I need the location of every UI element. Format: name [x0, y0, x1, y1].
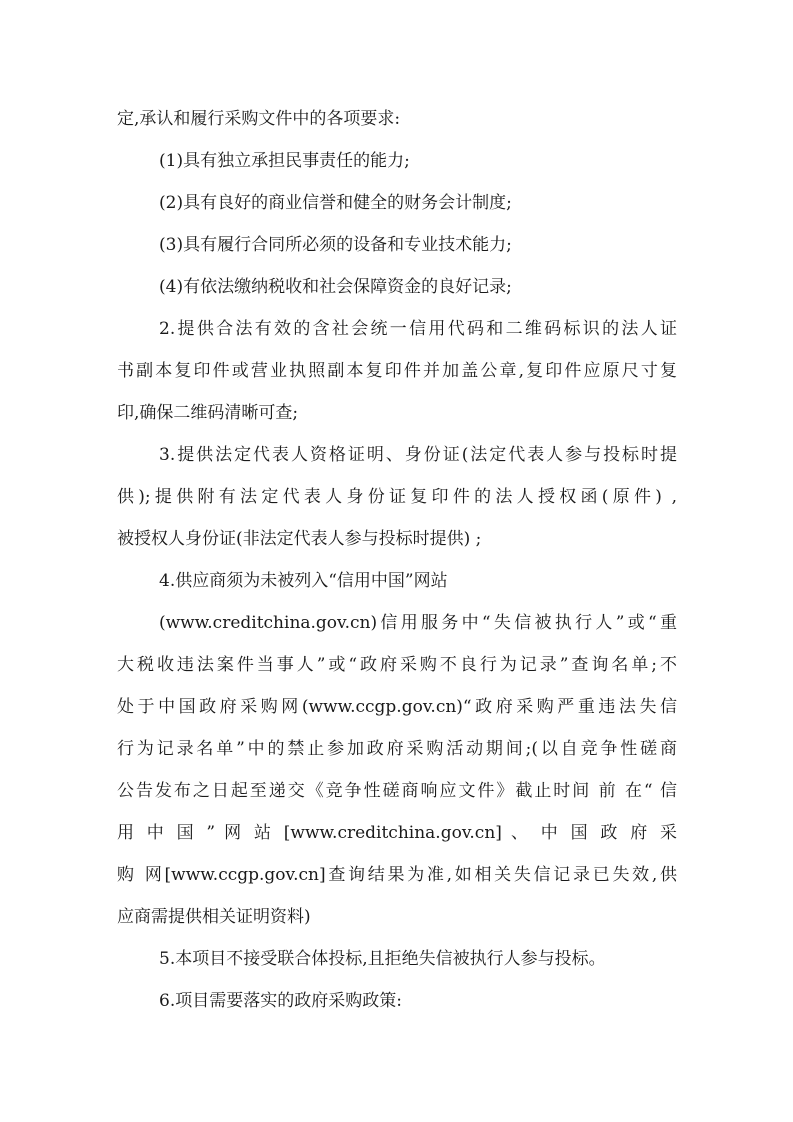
- paragraph-line: 被授权人身份证(非法定代表人参与投标时提供) ;: [117, 529, 482, 549]
- paragraph-line: 6.项目需要落实的政府采购政策:: [159, 991, 402, 1011]
- list-item: (1)具有独立承担民事责任的能力;: [159, 151, 410, 171]
- paragraph-line: 应商需提供相关证明资料): [117, 907, 311, 927]
- paragraph-line: 印,确保二维码清晰可查;: [117, 403, 299, 423]
- paragraph-line: 2.提供合法有效的含社会统一信用代码和二维码标识的法人证: [159, 319, 677, 339]
- paragraph-line: 书副本复印件或营业执照副本复印件并加盖公章,复印件应原尺寸复: [117, 361, 677, 381]
- paragraph-line: 公告发布之日起至递交《竞争性磋商响应文件》截止时间 前 在“ 信: [117, 781, 677, 801]
- paragraph-line: 处于中国政府采购网(www.ccgp.gov.cn)“政府采购严重违法失信: [117, 697, 677, 717]
- paragraph-line: 大税收违法案件当事人”或“政府采购不良行为记录”查询名单;不: [117, 655, 677, 675]
- paragraph-line: 行为记录名单”中的禁止参加政府采购活动期间;(以自竞争性磋商: [117, 739, 677, 759]
- paragraph-line: 3.提供法定代表人资格证明、身份证(法定代表人参与投标时提: [159, 445, 677, 465]
- paragraph-line: (www.creditchina.gov.cn)信用服务中“失信被执行人”或“重: [159, 613, 677, 633]
- paragraph-line: 供);提供附有法定代表人身份证复印件的法人授权函(原件) ,: [117, 487, 677, 507]
- list-item: (2)具有良好的商业信誉和健全的财务会计制度;: [159, 193, 512, 213]
- paragraph-line: 购 网[www.ccgp.gov.cn]查询结果为准,如相关失信记录已失效,供: [117, 865, 677, 885]
- paragraph-line: 用 中 国 ” 网 站 [www.creditchina.gov.cn] 、 中 国 政 府 采: [117, 823, 677, 843]
- paragraph-line: 4.供应商须为未被列入“信用中国”网站: [159, 571, 448, 591]
- paragraph-line: 5.本项目不接受联合体投标,且拒绝失信被执行人参与投标。: [159, 949, 606, 969]
- list-item: (4)有依法缴纳税收和社会保障资金的良好记录;: [159, 277, 512, 297]
- list-item: (3)具有履行合同所必须的设备和专业技术能力;: [159, 235, 512, 255]
- text-line: 定,承认和履行采购文件中的各项要求:: [117, 109, 401, 129]
